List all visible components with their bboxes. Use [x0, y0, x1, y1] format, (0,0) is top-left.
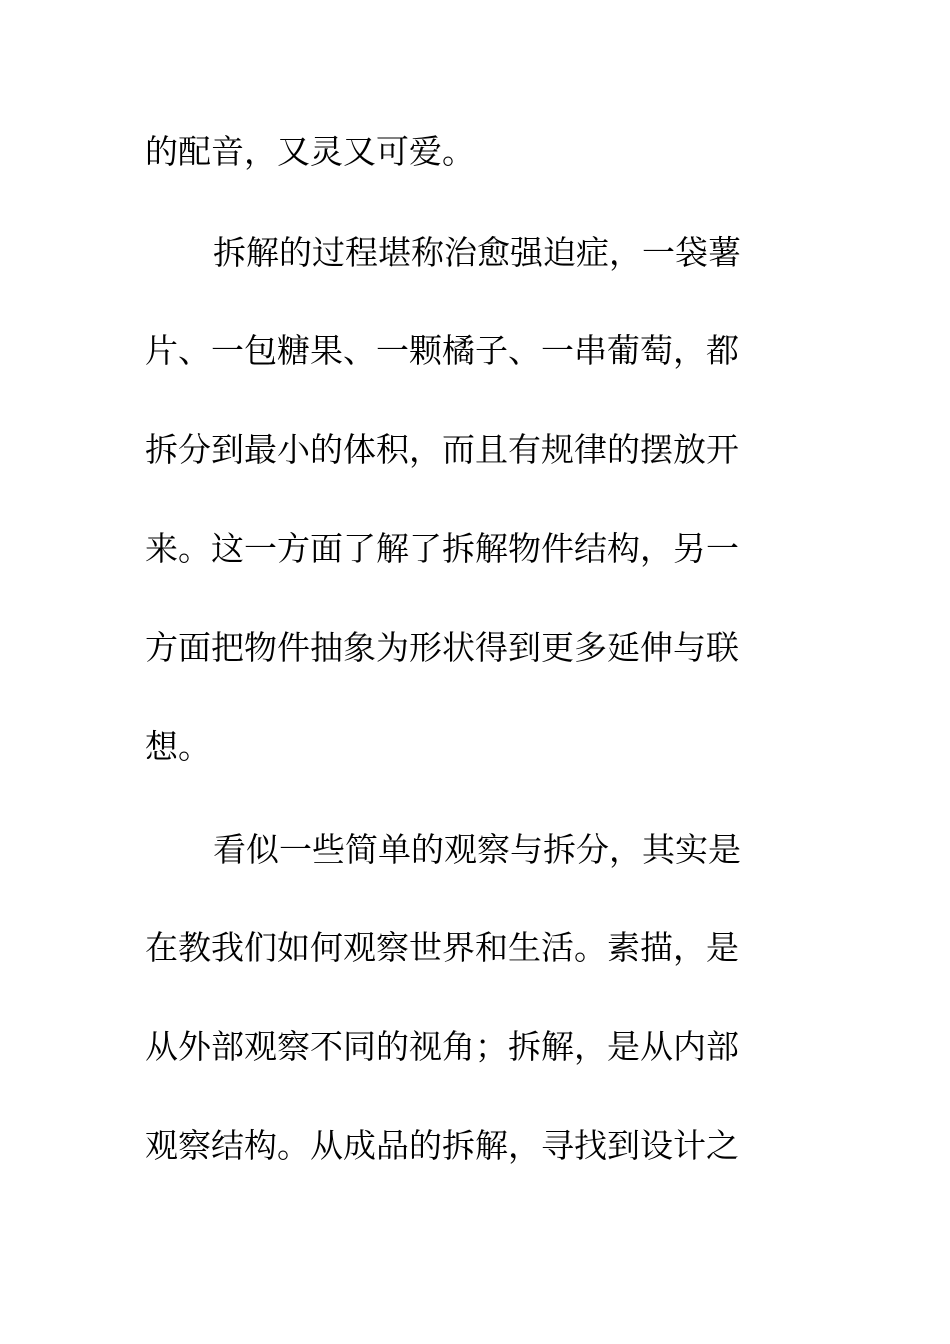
text-line: 片、一包糖果、一颗橘子、一串葡萄，都	[145, 331, 739, 370]
paragraph-first-line: 看似一些简单的观察与拆分，其实是	[213, 830, 741, 869]
paragraph-first-line: 拆解的过程堪称治愈强迫症，一袋薯	[213, 233, 741, 272]
text-line: 方面把物件抽象为形状得到更多延伸与联	[145, 628, 739, 667]
text-line: 的配音，又灵又可爱。	[145, 132, 475, 171]
text-line: 在教我们如何观察世界和生活。素描，是	[145, 928, 739, 967]
text-line: 来。这一方面了解了拆解物件结构，另一	[145, 529, 739, 568]
text-line: 观察结构。从成品的拆解，寻找到设计之	[145, 1126, 739, 1165]
text-line: 想。	[145, 727, 211, 766]
text-line: 从外部观察不同的视角；拆解，是从内部	[145, 1027, 739, 1066]
text-line: 拆分到最小的体积，而且有规律的摆放开	[145, 430, 739, 469]
